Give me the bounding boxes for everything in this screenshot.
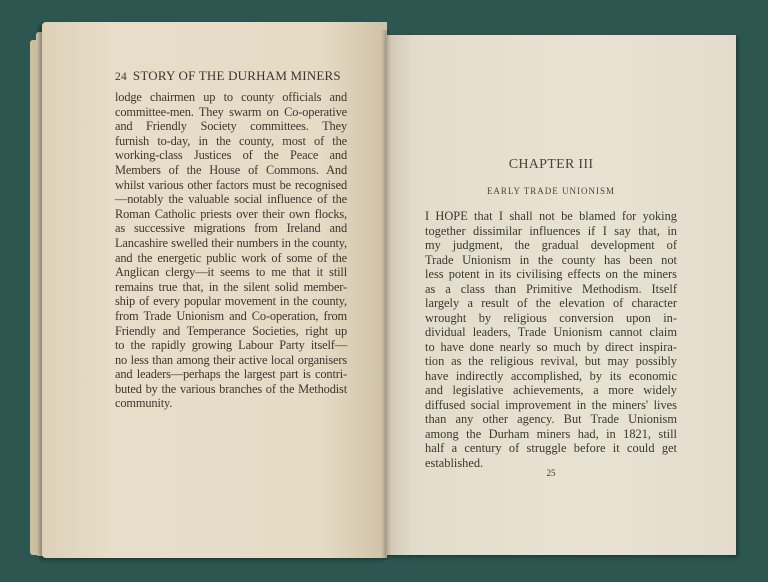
text-line: working-class Justices of the Peace and — [115, 148, 347, 163]
text-line: and the energetic public work of some of the — [115, 250, 347, 265]
running-head-title: STORY OF THE DURHAM MINERS — [132, 68, 341, 83]
chapter-subtitle: EARLY TRADE UNIONISM — [486, 186, 616, 196]
text-line: among the Durham miners had, in 1821, still — [425, 426, 677, 441]
text-line: I HOPE that I shall not be blamed for yoking — [425, 209, 677, 223]
text-line: half a century of struggle before it could get — [425, 441, 677, 455]
text-line: from Trade Unionism and Co-operation, from — [115, 308, 347, 323]
left-page-text — [115, 90, 347, 411]
text-line: and leaders—perhaps the largest part is contri- — [115, 367, 347, 382]
running-head — [115, 68, 341, 84]
text-line: to have done nearly so much by direct inspira- — [425, 339, 677, 354]
text-line: diffused social improvement in the miners' lives — [425, 397, 677, 412]
text-line: as a class than Primitive Methodism. Itself — [425, 281, 677, 296]
text-line: ship of every popular movement in the county, — [115, 294, 347, 309]
text-line: my judgment, the gradual development of — [425, 238, 677, 252]
text-line: than any other agency. But Trade Unionism — [425, 412, 677, 426]
text-line: Lancashire swelled their numbers in the county, — [115, 235, 347, 250]
text-line: —notably the valuable social influence of the — [115, 192, 347, 207]
text-line: lodge chairmen up to county officials and — [115, 90, 347, 104]
right-page-text — [425, 209, 677, 470]
text-line: no less than among their active local organisers — [115, 352, 347, 367]
text-line: tion as the religious revival, but may possibly — [425, 354, 677, 368]
text-line: as successive migrations from Ireland and — [115, 221, 347, 236]
text-line: less potent in its civilising effects on the miners — [425, 267, 677, 281]
text-line: established. — [425, 455, 484, 470]
left-page-number: 24 — [115, 71, 127, 83]
right-page-number: 25 — [546, 468, 556, 478]
text-line: Friendly and Temperance Societies, right up — [115, 323, 347, 338]
text-line: Trade Unionism in the county has been not — [425, 252, 677, 267]
text-line: buted by the various branches of the Methodist — [115, 381, 347, 396]
text-line: committee-men. They swarm on Co-operative — [115, 104, 347, 119]
text-line: dividual leaders, Trade Unionism cannot claim — [425, 325, 677, 339]
text-line: Members of the House of Commons. And — [115, 162, 347, 177]
text-line: and Friendly Society committees. They — [115, 119, 347, 134]
text-line: wrought by religious conversion upon in- — [425, 310, 677, 325]
text-line: remains true that, in the silent solid member- — [115, 279, 347, 294]
text-line: furnish to-day, in the county, most of the — [115, 133, 347, 148]
text-line: Anglican clergy—it seems to me that it still — [115, 265, 347, 280]
text-line: Roman Catholic priests over their own flocks, — [115, 206, 347, 221]
text-line: to the rapidly growing Labour Party itself— — [115, 338, 347, 353]
text-line: and legislative achievements, a more widely — [425, 383, 677, 397]
text-line: community. — [115, 396, 173, 411]
text-line: whilst various other factors must be recognised — [115, 177, 347, 192]
text-line: have indirectly accomplished, by its economic — [425, 368, 677, 383]
text-line: together dissimilar influences if I say that, in — [425, 223, 677, 238]
text-line: largely a result of the elevation of character — [425, 296, 677, 310]
chapter-title: CHAPTER III — [508, 157, 594, 172]
